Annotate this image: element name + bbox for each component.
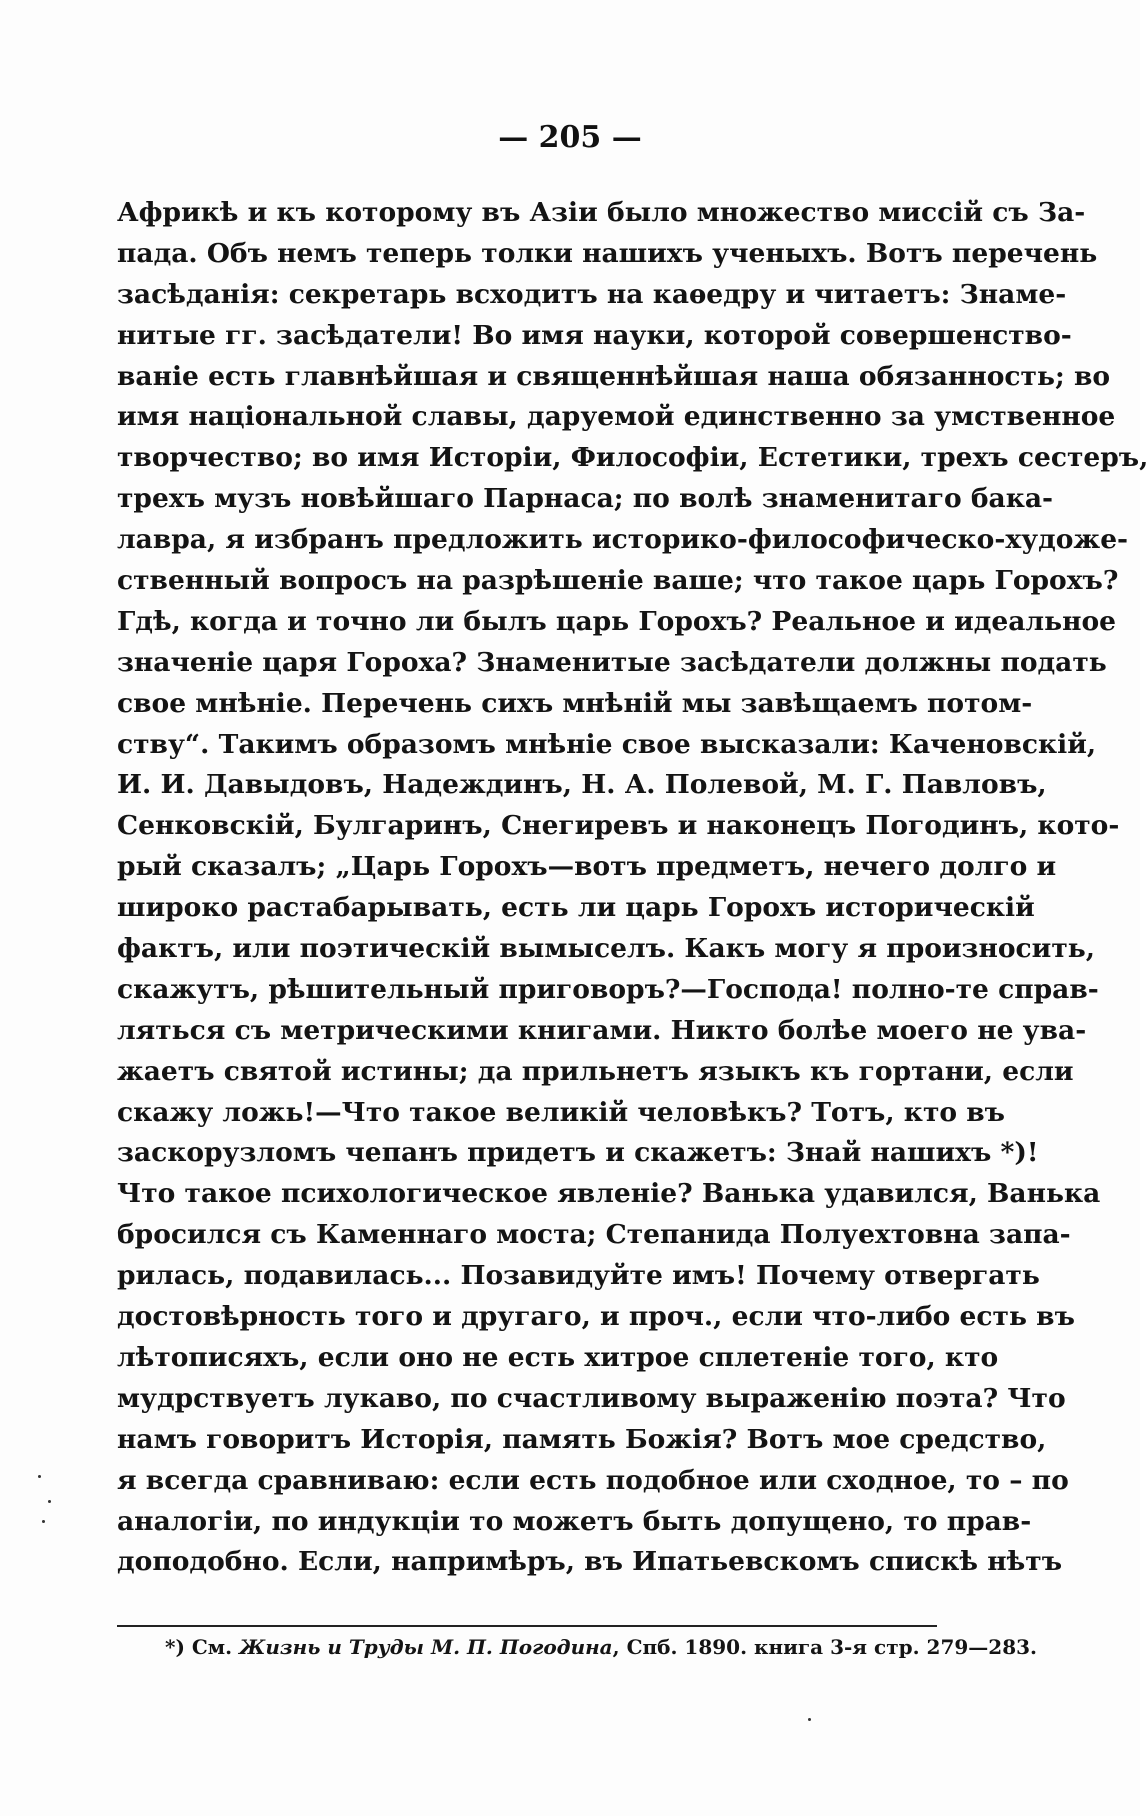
text-line: нитые гг. засѣдатели! Во имя науки, которой совершенство-	[117, 319, 1072, 351]
text-line: фактъ, или поэтическій вымыселъ. Какъ могу я произносить,	[117, 933, 1095, 965]
text-line: бросился съ Каменнаго моста; Степанида Полуехтовна запа-	[117, 1219, 1071, 1251]
text-line: свое мнѣніе. Перечень сихъ мнѣній мы завѣщаемъ потом-	[117, 687, 1033, 719]
body-text	[117, 193, 1148, 1583]
scan-speck	[48, 1500, 51, 1503]
text-line: лавра, я избранъ предложить историко-философическо-художе-	[117, 524, 1129, 556]
text-line: ляться съ метрическими книгами. Никто болѣе моего не ува-	[117, 1014, 1087, 1046]
footnote	[165, 1632, 1037, 1662]
scan-speck	[808, 1718, 811, 1721]
text-line: скажутъ, рѣшительный приговоръ?—Господа! полно-те справ-	[117, 973, 1099, 1005]
text-line: заскорузломъ чепанъ придетъ и скажетъ: Знай нашихъ *)!	[117, 1137, 1039, 1169]
text-line: я всегда сравниваю: если есть подобное или сходное, то – по	[117, 1464, 1069, 1496]
scan-speck	[42, 1520, 45, 1523]
text-line: ваніе есть главнѣйшая и священнѣйшая наша обязанность; во	[117, 360, 1111, 392]
footnote-rest: , Спб. 1890. книга 3-я стр. 279—283.	[612, 1635, 1037, 1659]
text-line: значеніе царя Гороха? Знаменитые засѣдатели должны подать	[117, 646, 1107, 678]
text-line: жаетъ святой истины; да прильнетъ языкъ къ гортани, если	[117, 1055, 1074, 1087]
text-line: мудрствуетъ лукаво, по счастливому выраженію поэта? Что	[117, 1382, 1066, 1414]
text-line: доподобно. Если, напримѣръ, въ Ипатьевскомъ спискѣ нѣтъ	[117, 1546, 1063, 1578]
text-line: творчество; во имя Исторіи, Философіи, Естетики, трехъ сестеръ,	[117, 442, 1148, 474]
text-line: И. И. Давыдовъ, Надеждинъ, Н. А. Полевой, М. Г. Павловъ,	[117, 769, 1047, 801]
text-line: рилась, подавилась... Позавидуйте имъ! Почему отвергать	[117, 1260, 1040, 1292]
text-line: ству“. Такимъ образомъ мнѣніе свое высказали: Каченовскій,	[117, 728, 1097, 760]
text-line: лѣтописяхъ, если оно не есть хитрое сплетеніе того, кто	[117, 1341, 999, 1373]
text-line: ственный вопросъ на разрѣшеніе ваше; что такое царь Горохъ?	[117, 565, 1119, 597]
text-line: Что такое психологическое явленіе? Ванька удавился, Ванька	[117, 1178, 1101, 1210]
text-line: широко растабарывать, есть ли царь Горохъ историческій	[117, 892, 1035, 924]
page-number: — 205 —	[498, 120, 642, 155]
footnote-rule	[117, 1625, 937, 1627]
scan-speck	[38, 1475, 41, 1478]
text-line: достовѣрность того и другаго, и проч., если что-либо есть въ	[117, 1301, 1075, 1333]
text-line: трехъ музъ новѣйшаго Парнаса; по волѣ знаменитаго бака-	[117, 483, 1054, 515]
text-line: пада. Объ немъ теперь толки нашихъ ученыхъ. Вотъ перечень	[117, 237, 1098, 269]
text-line: Африкѣ и къ которому въ Азіи было множество миссій съ За-	[117, 197, 1086, 228]
text-line: намъ говоритъ Исторія, память Божія? Вотъ мое средство,	[117, 1423, 1047, 1455]
text-line: засѣданія: секретарь всходитъ на каѳедру и читаетъ: Знаме-	[117, 278, 1067, 310]
text-line: аналогіи, по индукціи то можетъ быть допущено, то прав-	[117, 1505, 1032, 1537]
text-line: рый сказалъ; „Царь Горохъ—вотъ предметъ, нечего долго и	[117, 851, 1057, 883]
footnote-marker: *) См.	[165, 1635, 233, 1659]
text-line: скажу ложь!—Что такое великій человѣкъ? Тотъ, кто въ	[117, 1096, 1006, 1128]
text-line: Гдѣ, когда и точно ли былъ царь Горохъ? Реальное и идеальное	[117, 605, 1117, 637]
text-line: Сенковскій, Булгаринъ, Снегиревъ и наконецъ Погодинъ, кото-	[117, 810, 1120, 842]
text-line: имя національной славы, даруемой единственно за умственное	[117, 401, 1116, 433]
footnote-title: Жизнь и Труды М. П. Погодина	[239, 1635, 613, 1659]
